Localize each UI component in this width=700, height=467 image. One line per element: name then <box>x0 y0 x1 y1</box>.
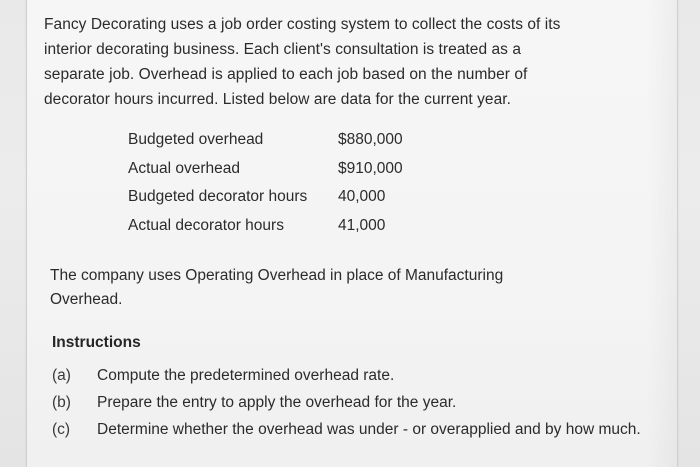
row-label: Actual decorator hours <box>128 216 284 234</box>
item-text: Determine whether the overhead was under - or overapplied and by how much. <box>97 421 641 438</box>
row-value: $880,000 <box>338 131 403 149</box>
row-value: $910,000 <box>338 159 403 177</box>
table-row <box>128 212 428 241</box>
instructions-heading: Instructions <box>52 334 141 351</box>
table-row <box>128 155 428 184</box>
row-label: Budgeted decorator hours <box>128 188 308 206</box>
instructions-list <box>52 362 641 443</box>
list-item <box>52 362 641 389</box>
row-value: 40,000 <box>338 188 386 206</box>
page-shadow <box>647 0 677 467</box>
item-letter: (b) <box>52 394 71 411</box>
item-text: Prepare the entry to apply the overhead for the year. <box>97 394 457 411</box>
row-label: Budgeted overhead <box>128 131 264 149</box>
list-item <box>52 389 641 416</box>
table-row <box>128 183 428 212</box>
problem-intro-paragraph: Fancy Decorating uses a job order costing system to collect the costs of its interior decorating business. Each client's consultation is treated as a separate job. Overhead is applied to each job based on the number of decorator hours incurred. Listed below are data for the current year. <box>44 16 561 108</box>
table-row <box>128 126 428 155</box>
item-letter: (c) <box>52 421 71 438</box>
row-label: Actual overhead <box>128 159 241 177</box>
list-item <box>52 416 641 443</box>
cost-data-table <box>128 126 428 240</box>
overhead-note-paragraph: The company uses Operating Overhead in place of Manufacturing Overhead. <box>50 267 504 308</box>
row-value: 41,000 <box>338 216 386 234</box>
item-text: Compute the predetermined overhead rate. <box>97 367 395 384</box>
item-letter: (a) <box>52 367 71 384</box>
